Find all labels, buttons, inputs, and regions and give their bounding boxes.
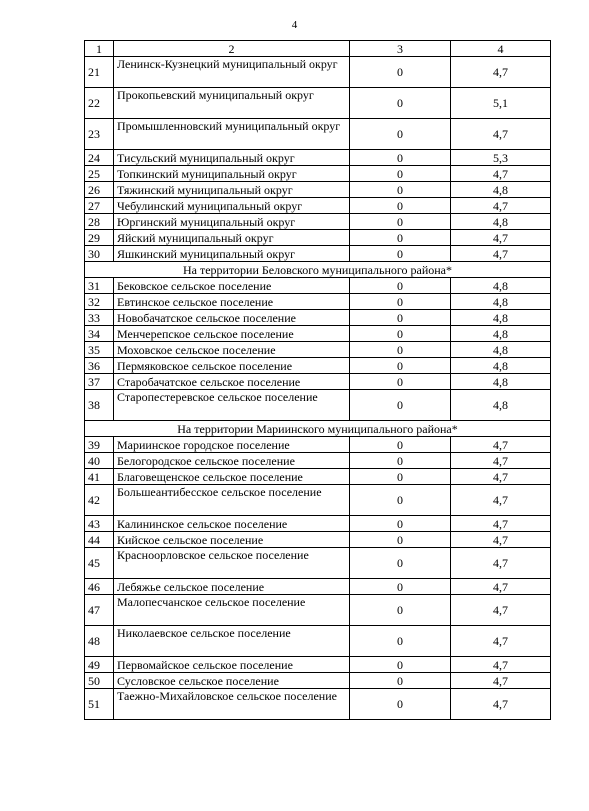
row-col4-value: 4,8 — [451, 214, 551, 230]
row-col4-value: 4,7 — [451, 453, 551, 469]
row-col3-value: 0 — [350, 150, 451, 166]
row-col4-value: 4,8 — [451, 342, 551, 358]
row-number: 45 — [85, 548, 114, 579]
table-row — [85, 626, 551, 657]
row-number: 50 — [85, 673, 114, 689]
row-name: Яшкинский муниципальный округ — [114, 246, 350, 262]
row-number: 23 — [85, 119, 114, 150]
row-col4-value: 4,8 — [451, 278, 551, 294]
row-col4-value: 5,3 — [451, 150, 551, 166]
row-col3-value: 0 — [350, 595, 451, 626]
table-row — [85, 673, 551, 689]
row-col4-value: 4,7 — [451, 689, 551, 720]
row-col3-value: 0 — [350, 579, 451, 595]
row-col3-value: 0 — [350, 673, 451, 689]
row-col3-value: 0 — [350, 516, 451, 532]
table-row — [85, 532, 551, 548]
row-name: Тисульский муниципальный округ — [114, 150, 350, 166]
table-row — [85, 278, 551, 294]
table-row — [85, 230, 551, 246]
row-name: Ленинск-Кузнецкий муниципальный округ — [114, 57, 350, 88]
row-number: 26 — [85, 182, 114, 198]
row-number: 25 — [85, 166, 114, 182]
row-col4-value: 4,7 — [451, 673, 551, 689]
table-row — [85, 150, 551, 166]
row-number: 37 — [85, 374, 114, 390]
section-title: На территории Беловского муниципального района* — [85, 262, 551, 278]
row-number: 39 — [85, 437, 114, 453]
row-name: Большеантибесское сельское поселение — [114, 485, 350, 516]
row-number: 30 — [85, 246, 114, 262]
row-col4-value: 4,7 — [451, 166, 551, 182]
row-col4-value: 4,7 — [451, 579, 551, 595]
table-row — [85, 246, 551, 262]
row-name: Старопестеревское сельское поселение — [114, 390, 350, 421]
row-col4-value: 4,7 — [451, 516, 551, 532]
row-name: Новобачатское сельское поселение — [114, 310, 350, 326]
table-row — [85, 657, 551, 673]
row-name: Пермяковское сельское поселение — [114, 358, 350, 374]
row-col3-value: 0 — [350, 453, 451, 469]
row-col3-value: 0 — [350, 358, 451, 374]
row-col4-value: 4,7 — [451, 57, 551, 88]
row-col4-value: 4,7 — [451, 469, 551, 485]
row-name: Сусловское сельское поселение — [114, 673, 350, 689]
row-number: 40 — [85, 453, 114, 469]
table-row — [85, 374, 551, 390]
row-name: Тяжинский муниципальный округ — [114, 182, 350, 198]
row-col4-value: 5,1 — [451, 88, 551, 119]
row-col4-value: 4,7 — [451, 657, 551, 673]
row-col4-value: 4,7 — [451, 119, 551, 150]
row-number: 28 — [85, 214, 114, 230]
row-name: Лебяжье сельское поселение — [114, 579, 350, 595]
row-name: Кийское сельское поселение — [114, 532, 350, 548]
table-row — [85, 548, 551, 579]
table-row — [85, 689, 551, 720]
table-row — [85, 57, 551, 88]
row-col3-value: 0 — [350, 657, 451, 673]
row-col3-value: 0 — [350, 198, 451, 214]
row-name: Калининское сельское поселение — [114, 516, 350, 532]
table-row — [85, 469, 551, 485]
row-name: Старобачатское сельское поселение — [114, 374, 350, 390]
table-row — [85, 182, 551, 198]
row-col3-value: 0 — [350, 532, 451, 548]
row-name: Благовещенское сельское поселение — [114, 469, 350, 485]
row-col4-value: 4,7 — [451, 198, 551, 214]
row-name: Таежно-Михайловское сельское поселение — [114, 689, 350, 720]
row-col3-value: 0 — [350, 390, 451, 421]
row-col4-value: 4,8 — [451, 326, 551, 342]
row-col4-value: 4,7 — [451, 485, 551, 516]
row-name: Малопесчанское сельское поселение — [114, 595, 350, 626]
row-col3-value: 0 — [350, 437, 451, 453]
row-col3-value: 0 — [350, 326, 451, 342]
table-body — [85, 41, 551, 720]
table-row — [85, 198, 551, 214]
row-col3-value: 0 — [350, 166, 451, 182]
row-number: 48 — [85, 626, 114, 657]
row-col3-value: 0 — [350, 57, 451, 88]
row-number: 36 — [85, 358, 114, 374]
table-row — [85, 485, 551, 516]
row-name: Моховское сельское поселение — [114, 342, 350, 358]
row-name: Топкинский муниципальный округ — [114, 166, 350, 182]
row-number: 35 — [85, 342, 114, 358]
row-name: Чебулинский муниципальный округ — [114, 198, 350, 214]
row-col3-value: 0 — [350, 469, 451, 485]
table-row — [85, 214, 551, 230]
row-name: Прокопьевский муниципальный округ — [114, 88, 350, 119]
table-row — [85, 294, 551, 310]
row-col3-value: 0 — [350, 182, 451, 198]
table-row — [85, 579, 551, 595]
row-number: 33 — [85, 310, 114, 326]
row-col4-value: 4,7 — [451, 437, 551, 453]
header-cell-4: 4 — [451, 41, 551, 57]
header-cell-1: 1 — [85, 41, 114, 57]
row-number: 32 — [85, 294, 114, 310]
row-number: 21 — [85, 57, 114, 88]
row-name: Красноорловское сельское поселение — [114, 548, 350, 579]
row-col3-value: 0 — [350, 214, 451, 230]
row-col4-value: 4,8 — [451, 182, 551, 198]
row-number: 34 — [85, 326, 114, 342]
row-number: 29 — [85, 230, 114, 246]
row-name: Первомайское сельское поселение — [114, 657, 350, 673]
row-name: Промышленновский муниципальный округ — [114, 119, 350, 150]
table-row — [85, 595, 551, 626]
table-row — [85, 119, 551, 150]
row-name: Евтинское сельское поселение — [114, 294, 350, 310]
row-name: Юргинский муниципальный округ — [114, 214, 350, 230]
data-table — [84, 40, 551, 720]
row-number: 31 — [85, 278, 114, 294]
header-cell-3: 3 — [350, 41, 451, 57]
table-row — [85, 437, 551, 453]
row-col4-value: 4,7 — [451, 532, 551, 548]
row-col3-value: 0 — [350, 246, 451, 262]
row-col4-value: 4,7 — [451, 595, 551, 626]
row-col3-value: 0 — [350, 342, 451, 358]
section-title: На территории Мариинского муниципального района* — [85, 421, 551, 437]
row-col4-value: 4,8 — [451, 358, 551, 374]
row-col4-value: 4,8 — [451, 374, 551, 390]
row-col3-value: 0 — [350, 230, 451, 246]
row-name: Бековское сельское поселение — [114, 278, 350, 294]
row-col3-value: 0 — [350, 626, 451, 657]
section-header-row — [85, 421, 551, 437]
row-number: 49 — [85, 657, 114, 673]
table-row — [85, 390, 551, 421]
row-number: 46 — [85, 579, 114, 595]
table-row — [85, 166, 551, 182]
table-row — [85, 516, 551, 532]
row-col4-value: 4,7 — [451, 230, 551, 246]
table-row — [85, 88, 551, 119]
row-number: 41 — [85, 469, 114, 485]
row-number: 43 — [85, 516, 114, 532]
row-col4-value: 4,7 — [451, 548, 551, 579]
row-col3-value: 0 — [350, 548, 451, 579]
row-col4-value: 4,7 — [451, 246, 551, 262]
row-number: 47 — [85, 595, 114, 626]
row-number: 42 — [85, 485, 114, 516]
row-number: 24 — [85, 150, 114, 166]
row-col3-value: 0 — [350, 278, 451, 294]
table-row — [85, 453, 551, 469]
row-col3-value: 0 — [350, 294, 451, 310]
row-number: 51 — [85, 689, 114, 720]
row-col3-value: 0 — [350, 689, 451, 720]
table-row — [85, 310, 551, 326]
row-number: 22 — [85, 88, 114, 119]
row-col3-value: 0 — [350, 119, 451, 150]
row-col3-value: 0 — [350, 88, 451, 119]
row-number: 27 — [85, 198, 114, 214]
row-col4-value: 4,8 — [451, 310, 551, 326]
row-col4-value: 4,8 — [451, 294, 551, 310]
header-row — [85, 41, 551, 57]
row-name: Яйский муниципальный округ — [114, 230, 350, 246]
row-number: 38 — [85, 390, 114, 421]
row-name: Мариинское городское поселение — [114, 437, 350, 453]
section-header-row — [85, 262, 551, 278]
page-number: 4 — [291, 19, 298, 31]
table-row — [85, 342, 551, 358]
row-col3-value: 0 — [350, 485, 451, 516]
row-number: 44 — [85, 532, 114, 548]
row-name: Николаевское сельское поселение — [114, 626, 350, 657]
row-name: Белогородское сельское поселение — [114, 453, 350, 469]
row-name: Менчерепское сельское поселение — [114, 326, 350, 342]
table-row — [85, 358, 551, 374]
row-col4-value: 4,7 — [451, 626, 551, 657]
row-col4-value: 4,8 — [451, 390, 551, 421]
table-row — [85, 326, 551, 342]
row-col3-value: 0 — [350, 310, 451, 326]
header-cell-2: 2 — [114, 41, 350, 57]
row-col3-value: 0 — [350, 374, 451, 390]
